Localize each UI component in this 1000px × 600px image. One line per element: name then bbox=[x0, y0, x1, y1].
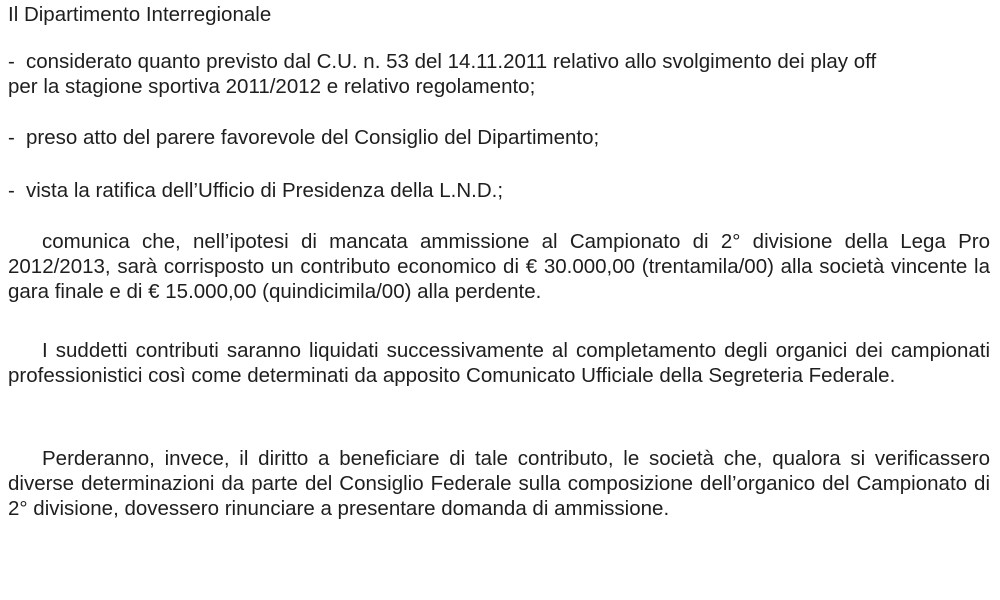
bullet-item-vista-ratifica bbox=[8, 178, 503, 203]
paragraph-text: I suddetti contributi saranno liquidati successivamente al completamento degli organici dei campionati professionistici così come determinati da apposito Comunicato Ufficiale della Segreteria Federale. bbox=[8, 339, 990, 387]
bullet-text-line1: considerato quanto previsto dal C.U. n. 53 del 14.11.2011 relativo allo svolgimento dei play off bbox=[26, 50, 877, 73]
paragraph-perderanno bbox=[8, 446, 990, 521]
bullet-text: preso atto del parere favorevole del Consiglio del Dipartimento; bbox=[26, 126, 600, 149]
bullet-text-line2: per la stagione sportiva 2011/2012 e relativo regolamento; bbox=[8, 75, 536, 98]
bullet-dash: - bbox=[8, 126, 15, 149]
bullet-dash: - bbox=[8, 179, 15, 202]
paragraph-contributi bbox=[8, 338, 990, 388]
paragraph-text: comunica che, nell’ipotesi di mancata ammissione al Campionato di 2° divisione della Lega Pro 2012/2013, sarà corrisposto un contributo economico di € 30.000,00 (trentamila/00) alla società vincente la gara finale e di € 15.000,00 (quindicimila/00) alla perdente. bbox=[8, 230, 990, 303]
paragraph-text: Perderanno, invece, il diritto a beneficiare di tale contributo, le società che, qualora si verificassero diverse determinazioni da parte del Consiglio Federale sulla composizione dell’organico del Campionato di 2° divisione, dovessero rinunciare a presentare domanda di ammissione. bbox=[8, 447, 990, 520]
bullet-item-considerato bbox=[8, 49, 990, 99]
bullet-item-preso-atto bbox=[8, 125, 599, 150]
paragraph-comunica bbox=[8, 229, 990, 304]
bullet-text: vista la ratifica dell’Ufficio di Presidenza della L.N.D.; bbox=[26, 179, 504, 202]
document-heading: Il Dipartimento Interregionale bbox=[8, 3, 272, 26]
bullet-dash: - bbox=[8, 50, 15, 73]
